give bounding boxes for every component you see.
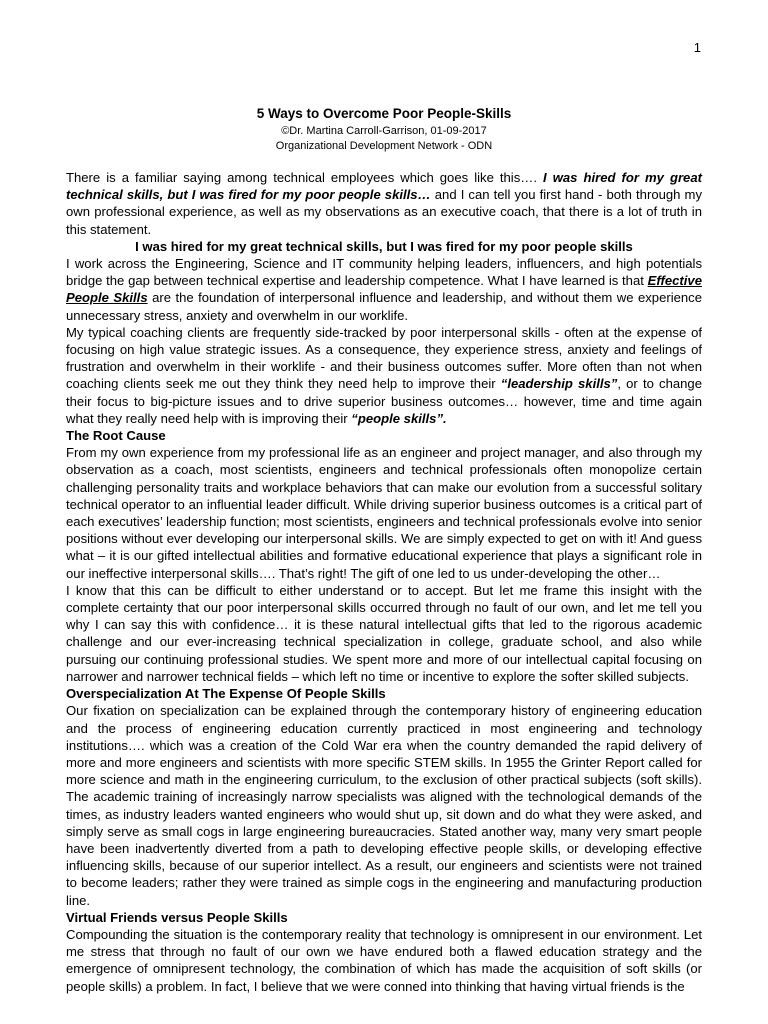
document-title: 5 Ways to Overcome Poor People-Skills bbox=[256, 106, 512, 121]
virtual-friends-paragraph: Compounding the situation is the contemporary reality that technology is omnipresent in our environment. Let me stress that through no fault of our own we have endured both a flawed education strategy and the emergence of omnipresent technology, the combination of which has made the acquisition of soft skills (or people skills) a problem. In fact, I believe that we were conned into thinking that having virtual friends is the bbox=[66, 926, 702, 994]
document-body bbox=[66, 169, 702, 995]
intro-paragraph-2 bbox=[66, 255, 702, 324]
organization-line: Organizational Development Network - ODN bbox=[275, 140, 493, 152]
effective-people-skills-emphasis: Effective People Skills bbox=[66, 273, 702, 306]
root-cause-paragraph-1: From my own experience from my professional life as an engineer and project manager, and also through my observation as a coach, most scientists, engineers and technical professionals often monopolize certain challenging personality traits and workplace behaviors that can make our evolution from a successful solitary technical operator to an influential leader difficult. While driving superior business outcomes is a critical part of each executives’ leadership function; most scientists, engineers and technical professionals evolve into senior positions without ever developing our interpersonal skills. We are simply expected to get on with it! And guess what – it is our gifted intellectual abilities and formative educational experience that plays a significant role in our ineffective interpersonal skills…. That’s right! The gift of one led to us under-developing the other… bbox=[66, 445, 702, 581]
people-skills-emphasis: “people skills”. bbox=[351, 410, 447, 426]
author-line: ©Dr. Martina Carroll-Garrison, 01-09-2017 bbox=[281, 125, 487, 137]
leadership-skills-emphasis: “leadership skills” bbox=[500, 376, 618, 392]
page-number: 1 bbox=[693, 40, 701, 55]
document-header bbox=[66, 104, 702, 154]
intro-p3-text: My typical coaching clients are frequently side-tracked by poor interpersonal skills - often at the expense of focusing on high value strategic issues. As a consequence, they experience stress, anxiety and feelings of frustration and overwhelm in their worklife - and their business outcomes suffer. More often than not when coaching clients seek me out they think they need help to improve their bbox=[66, 324, 702, 392]
intro-p2-text-continued: are the foundation of interpersonal influence and leadership, and without them we experience unnecessary stress, anxiety and overwhelm in our worklife. bbox=[66, 290, 703, 323]
overspecialization-paragraph: Our fixation on specialization can be explained through the contemporary history of engineering education and the process of engineering education currently practiced in most engineering and technology institutions…. which was a creation of the Cold War era when the country demanded the rapid delivery of more and more engineers and scientists with more specific STEM skills. In 1955 the Grinter Report called for more science and math in the engineering curriculum, to the exclusion of other practical subjects (soft skills). The academic training of increasingly narrow specialists was aligned with the technological demands of the times, as industry leaders wanted engineers who would shut up, sit down and do what they were asked, and simply serve as small cogs in large engineering bureaucracies. Stated another way, many very smart people have been inadvertently diverted from a path to developing effective people skills, or developing effective influencing skills, because of our superior intellect. As a result, our engineers and scientists were not trained to become leaders; rather they were trained as simple cogs in the engineering and manufacturing production line. bbox=[66, 703, 702, 908]
section-heading-virtual-friends: Virtual Friends versus People Skills bbox=[66, 909, 288, 925]
root-cause-paragraph-2: I know that this can be difficult to either understand or to accept. But let me frame this insight with the complete certainty that our poor interpersonal skills occurred through no fault of our own, and let me tell you why I can say this with confidence… it is these natural intellectual gifts that led to the rigorous academic challenge and our ever-increasing technical specialization in college, graduate school, and also while pursuing our continuing professional studies. We spent more and more of our intellectual capital focusing on narrower and narrower technical fields – which left no time or incentive to explore the softer skilled subjects. bbox=[66, 582, 702, 684]
intro-text-continued: and I can tell you first hand - both through my own professional experience, as well as my observations as an executive coach, that there is a lot of truth in this statement. bbox=[66, 187, 702, 237]
intro-paragraph-3 bbox=[66, 324, 702, 427]
intro-text: There is a familiar saying among technical employees which goes like this…. bbox=[66, 170, 544, 185]
section-heading-overspecialization: Overspecialization At The Expense Of People Skills bbox=[66, 686, 386, 702]
pull-quote: I was hired for my great technical skills, but I was fired for my poor people skills bbox=[135, 238, 633, 254]
saying-emphasis: I was hired for my great technical skills, but I was fired for my poor people skills… bbox=[66, 170, 702, 203]
section-heading-root-cause: The Root Cause bbox=[66, 428, 166, 444]
intro-p2-text: I work across the Engineering, Science and IT community helping leaders, influencers, and high potentials bridge the gap between technical expertise and leadership competence. What I have learned is that bbox=[66, 256, 702, 289]
intro-paragraph-1 bbox=[66, 169, 702, 238]
intro-p3-text-continued: , or to change their focus to big-picture issues and to drive superior business outcomes… however, time and time again what they really need help with is improving their bbox=[66, 376, 702, 426]
